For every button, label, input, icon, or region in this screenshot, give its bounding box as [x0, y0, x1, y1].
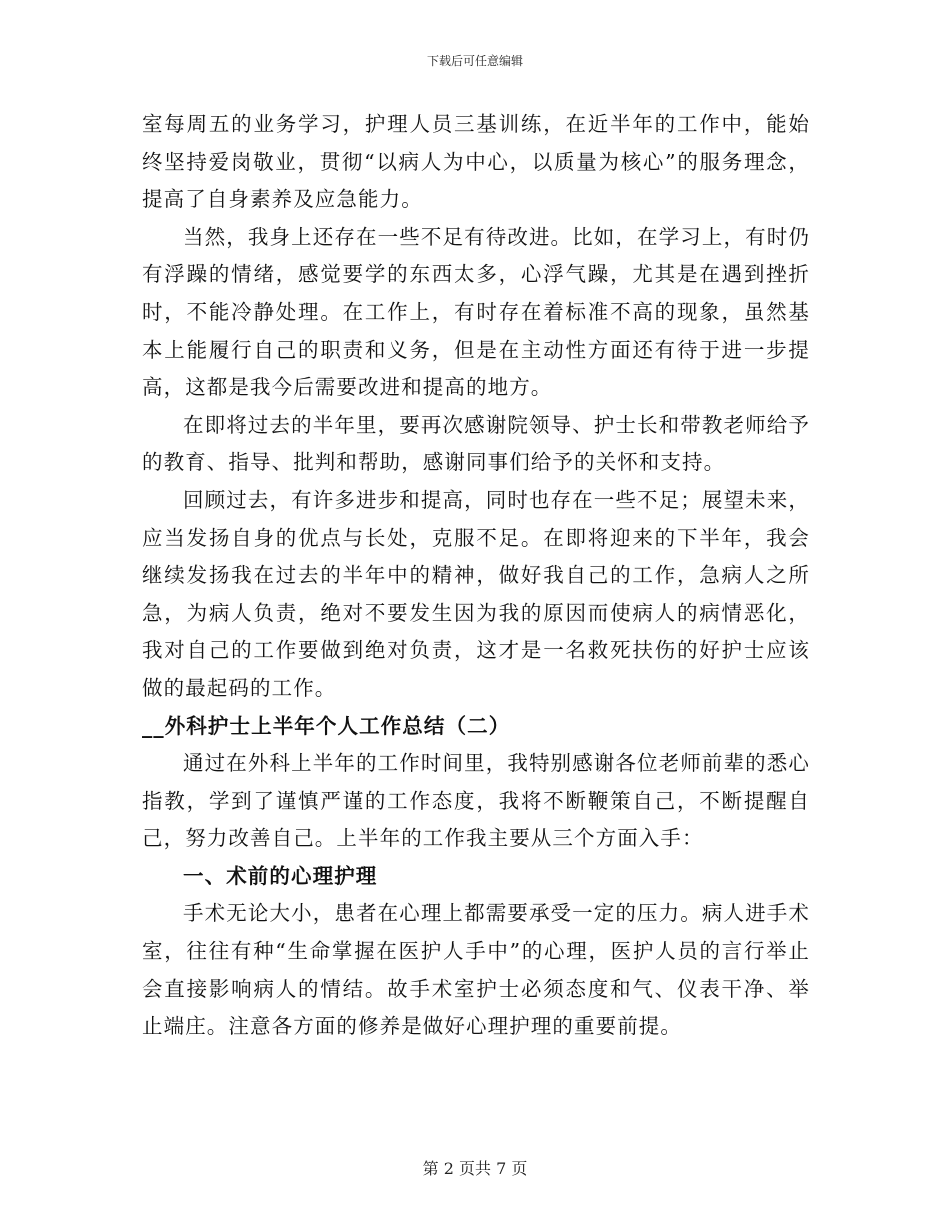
paragraph-intro: 通过在外科上半年的工作时间里，我特别感谢各位老师前辈的悉心指教，学到了谨慎严谨的工作态度，我将不断鞭策自己，不断提醒自己，努力改善自己。上半年的工作我主要从三个方面入手： [142, 751, 810, 851]
header-note: 下载后可任意编辑 [426, 54, 523, 68]
paragraph-continuation: 室每周五的业务学习，护理人员三基训练，在近半年的工作中，能始终坚持爱岗敬业，贯彻“以病人为中心，以质量为核心”的服务理念，提高了自身素养及应急能力。 [142, 112, 810, 212]
page-number: 第 2 页共 7 页 [422, 1159, 528, 1178]
document-body [142, 106, 810, 1046]
subheading-preop-care: 一、术前的心理护理 [183, 863, 378, 888]
paragraph-shortcomings: 当然，我身上还存在一些不足有待改进。比如，在学习上，有时仍有浮躁的情绪，感觉要学的东西太多，心浮气躁，尤其是在遇到挫折时，不能冷静处理。在工作上，有时存在着标准不高的现象，虽然基本上能履行自己的职责和义务，但是在主动性方面还有待于进一步提高，这都是我今后需要改进和提高的地方。 [142, 224, 810, 400]
paragraph-outlook: 回顾过去，有许多进步和提高，同时也存在一些不足；展望未来，应当发扬自身的优点与长处，克服不足。在即将迎来的下半年，我会继续发扬我在过去的半年中的精神，做好我自己的工作，急病人之所急，为病人负责，绝对不要发生因为我的原因而使病人的病情恶化，我对自己的工作要做到绝对负责，这才是一名救死扶伤的好护士应该做的最起码的工作。 [142, 487, 810, 700]
section-title: __外科护士上半年个人工作总结（二） [142, 713, 511, 738]
paragraph-psych-care: 手术无论大小，患者在心理上都需要承受一定的压力。病人进手术室，往往有种“生命掌握在医护人手中”的心理，医护人员的言行举止会直接影响病人的情结。故手术室护士必须态度和气、仪表干净、举止端庄。注意各方面的修养是做好心理护理的重要前提。 [142, 901, 810, 1039]
paragraph-thanks: 在即将过去的半年里，要再次感谢院领导、护士长和带教老师给予的教育、指导、批判和帮助，感谢同事们给予的关怀和支持。 [142, 412, 810, 475]
